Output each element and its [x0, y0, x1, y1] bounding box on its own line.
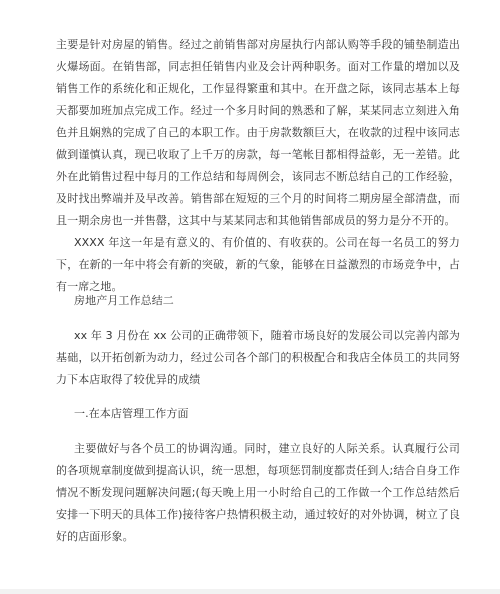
body-paragraph: 主要是针对房屋的销售。经过之前销售部对房屋执行内部认购等手段的铺垫制造出火爆场面。在销售部，同志担任销售内业及会计两种职务。面对工作量的增加以及销售工作的系统化和正规化，工作显得繁重和其中。在开盘之际，该同志基本上每天都要加班加点完成工作。经过一个多月时间的熟悉和了解，某某同志立刻进入角色并且娴熟的完成了自己的本职工作。由于房款数额巨大，在收款的过程中该同志做到谨慎认真，现已收取了上千万的房款，每一笔帐目都相得益彰，无一差错。此外在此销售过程中每月的工作总结和每周例会，该同志不断总结自己的工作经验，及时找出弊端并及早改善。销售部在短短的三个月的时间将二期房屋全部清盘，而且一期余房也一并售罄，这其中与某某同志和其他销售部成员的努力是分不开的。 — [56, 38, 460, 227]
page-bottom-edge — [0, 589, 500, 594]
body-paragraph: xx 年 3 月份在 xx 公司的正确带领下，随着市场良好的发展公司以完善内部为基础，以开拓创新为动力，经过公司各个部门的积极配合和我店全体员工的共同努力下本店取得了较优异的成绩 — [56, 329, 460, 386]
body-paragraph: 主要做好与各个员工的协调沟通。同时，建立良好的人际关系。认真履行公司的各项规章制度做到提高认识，统一思想，每项惩罚制度都责任到人;结合自身工作情况不断发现问题解决问题;(每天晚上用一小时给自己的工作做一个工作总结然后安排一下明天的具体工作)接待客户热情积极主动，通过较好的对外协调，树立了良好的店面形象。 — [56, 442, 460, 543]
section-heading: 房地产月工作总结二 — [74, 294, 174, 307]
body-paragraph: XXXX 年这一年是有意义的、有价值的、有收获的。公司在每一名员工的努力下，在新的一年中将会有新的突破，新的气象，能够在日益激烈的市场竞争中，占有一席之地。 — [56, 236, 460, 293]
subsection-heading: 一.在本店管理工作方面 — [74, 407, 189, 420]
